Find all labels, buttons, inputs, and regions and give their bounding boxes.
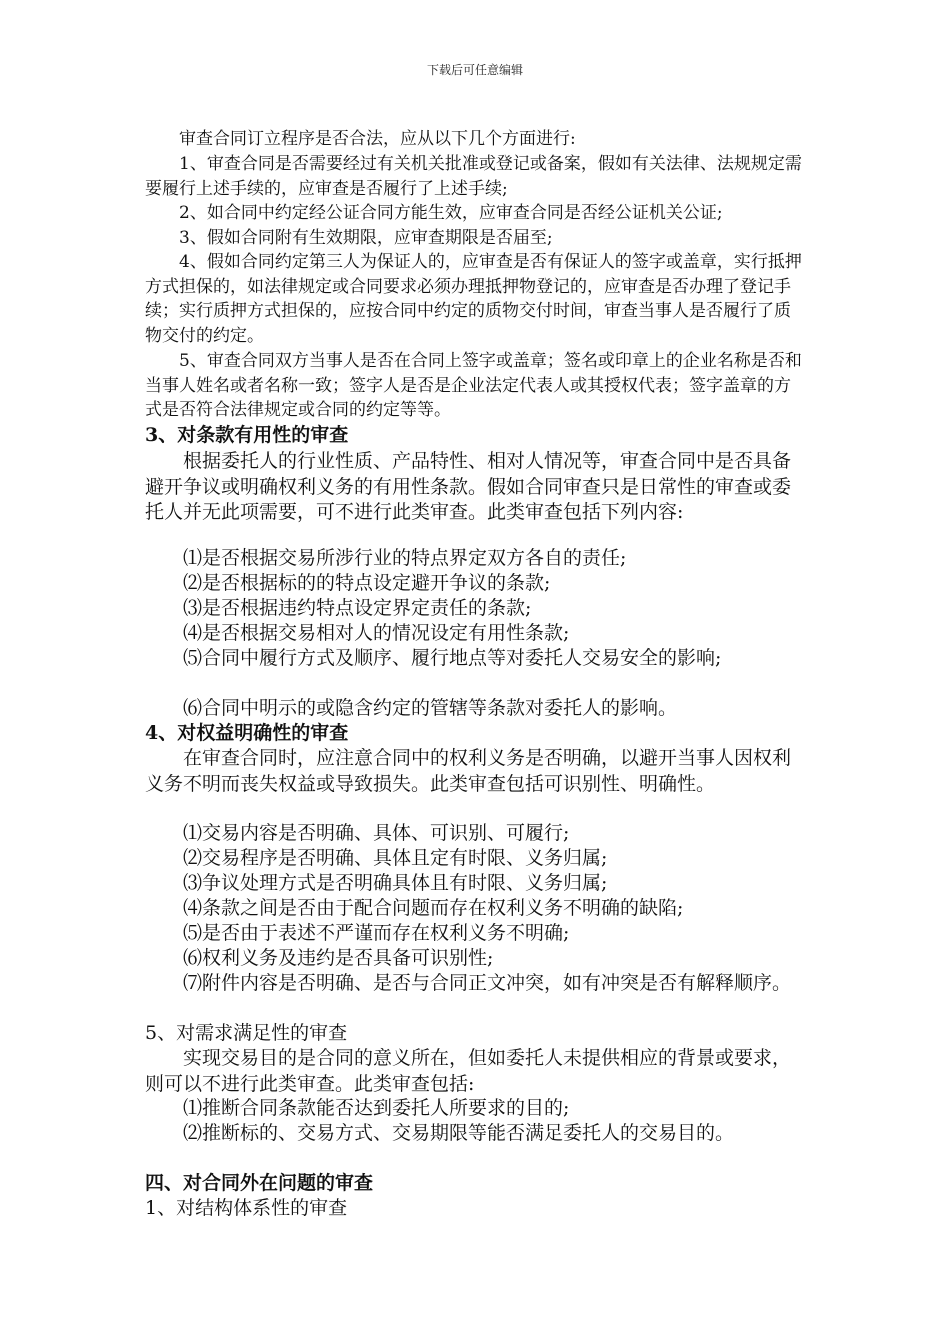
- section-heading: 5、对需求满足性的审查: [145, 1022, 348, 1044]
- list-item: ⑴交易内容是否明确、具体、可识别、可履行;: [183, 822, 570, 844]
- list-item: ⑶是否根据违约特点设定界定责任的条款;: [183, 597, 532, 619]
- paragraph-intro: 审查合同订立程序是否合法，应从以下几个方面进行:: [179, 129, 576, 149]
- list-item: ⑷是否根据交易相对人的情况设定有用性条款;: [183, 622, 570, 644]
- list-item: ⑴推断合同条款能否达到委托人所要求的目的;: [183, 1097, 570, 1119]
- list-item: ⑷条款之间是否由于配合问题而存在权利义务不明确的缺陷;: [183, 897, 684, 919]
- list-item: ⑸合同中履行方式及顺序、履行地点等对委托人交易安全的影响;: [183, 647, 722, 669]
- list-item: 5、审查合同双方当事人是否在合同上签字或盖章；签名或印章上的企业名称是否和当事人姓名或者名称一致；签字人是否是企业法定代表人或其授权代表；签字盖章的方式是否符合法律规定或合同的约定等等。: [145, 351, 802, 421]
- page-header: 下载后可任意编辑: [426, 63, 523, 77]
- list-item: 2、如合同中约定经公证合同方能生效，应审查合同是否经公证机关公证;: [179, 203, 723, 223]
- subsection-heading: 1、对结构体系性的审查: [145, 1197, 348, 1219]
- list-item: ⑺附件内容是否明确、是否与合同正文冲突，如有冲突是否有解释顺序。: [183, 972, 792, 994]
- paragraph: 实现交易目的是合同的意义所在，但如委托人未提供相应的背景或要求，则可以不进行此类审查。此类审查包括:: [145, 1047, 792, 1095]
- paragraph: 在审查合同时，应注意合同中的权利义务是否明确，以避开当事人因权利义务不明而丧失权益或导致损失。此类审查包括可识别性、明确性。: [145, 747, 792, 795]
- list-item: ⑹权利义务及违约是否具备可识别性;: [183, 947, 494, 969]
- paragraph: 根据委托人的行业性质、产品特性、相对人情况等，审查合同中是否具备避开争议或明确权利义务的有用性条款。假如合同审查只是日常性的审查或委托人并无此项需要，可不进行此类审查。此类审查包括下列内容:: [145, 450, 792, 524]
- list-item: ⑶争议处理方式是否明确具体且有时限、义务归属;: [183, 872, 608, 894]
- section-heading: 3、对条款有用性的审查: [145, 424, 349, 446]
- list-item: ⑵是否根据标的的特点设定避开争议的条款;: [183, 572, 551, 594]
- list-item: 4、假如合同约定第三人为保证人的，应审查是否有保证人的签字或盖章，实行抵押方式担保的，如法律规定或合同要求必须办理抵押物登记的，应审查是否办理了登记手续；实行质押方式担保的，应按合同中约定的质物交付时间，审查当事人是否履行了质物交付的约定。: [145, 252, 802, 346]
- list-item: ⑹合同中明示的或隐含约定的管辖等条款对委托人的影响。: [183, 697, 678, 719]
- section-heading: 4、对权益明确性的审查: [145, 722, 349, 744]
- list-item: ⑵交易程序是否明确、具体且定有时限、义务归属;: [183, 847, 608, 869]
- list-item: ⑸是否由于表述不严谨而存在权利义务不明确;: [183, 922, 570, 944]
- list-item: ⑴是否根据交易所涉行业的特点界定双方各自的责任;: [183, 547, 627, 569]
- list-item: 1、审查合同是否需要经过有关机关批准或登记或备案，假如有关法律、法规规定需要履行上述手续的，应审查是否履行了上述手续;: [145, 154, 802, 199]
- list-item: ⑵推断标的、交易方式、交易期限等能否满足委托人的交易目的。: [183, 1122, 735, 1144]
- part-heading: 四、对合同外在问题的审查: [145, 1172, 374, 1194]
- list-item: 3、假如合同附有生效期限，应审查期限是否届至;: [179, 228, 553, 248]
